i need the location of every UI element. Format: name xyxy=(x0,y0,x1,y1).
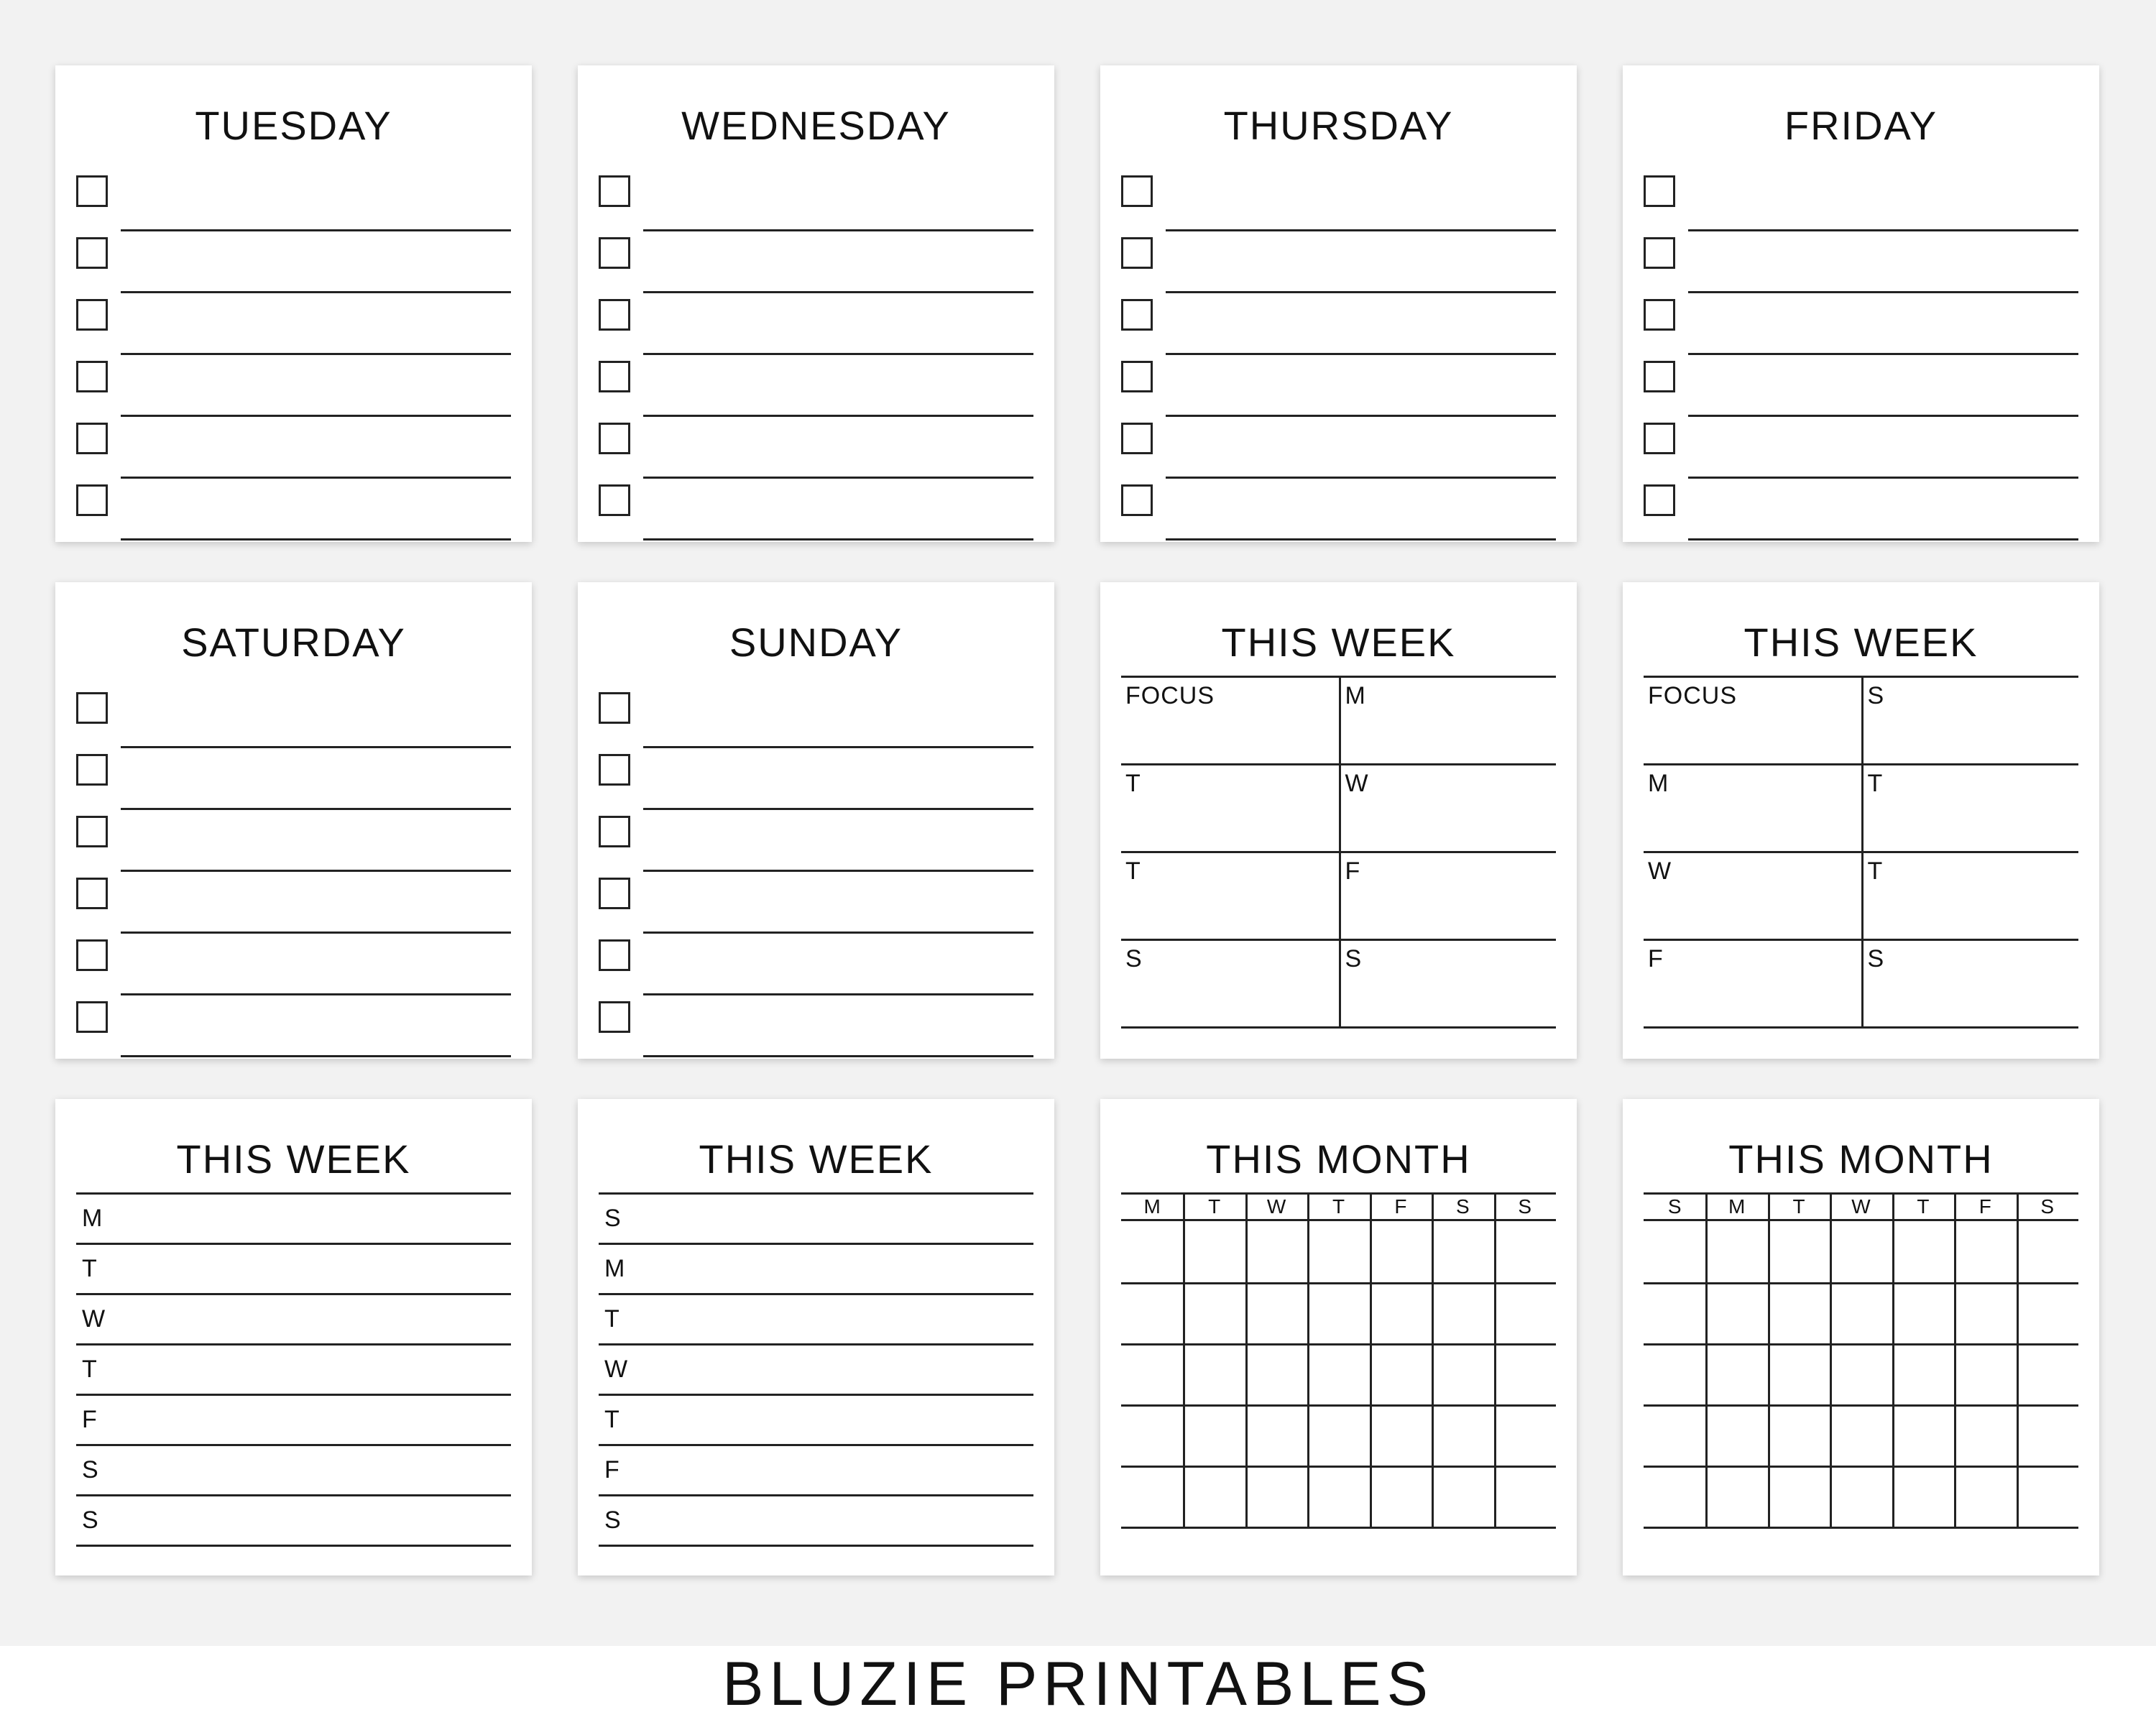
checkbox[interactable] xyxy=(76,175,108,207)
week-list-row[interactable] xyxy=(599,1245,1033,1295)
week-list-day-label: T xyxy=(82,1255,97,1282)
week-grid-cell[interactable] xyxy=(1339,678,1557,765)
week-list-day-label: S xyxy=(604,1506,621,1534)
card-title: WEDNESDAY xyxy=(681,103,951,148)
month-grid xyxy=(1644,1192,2078,1529)
checklist-item[interactable] xyxy=(1121,293,1556,355)
card-this-month-sunday xyxy=(1623,1099,2099,1576)
week-list-day-label: W xyxy=(604,1356,628,1383)
checklist-item[interactable] xyxy=(599,748,1033,810)
checkbox[interactable] xyxy=(599,175,630,207)
month-column-divider xyxy=(1494,1195,1496,1527)
checkbox[interactable] xyxy=(1644,361,1675,392)
checklist-item[interactable] xyxy=(76,479,511,540)
card-title: THIS WEEK xyxy=(176,1136,411,1182)
month-weekday-label: T xyxy=(1792,1195,1805,1218)
week-grid-cell-label: S xyxy=(1125,945,1143,972)
month-row-divider xyxy=(1121,1343,1556,1346)
week-grid-cell[interactable] xyxy=(1861,765,2079,853)
checklist-item[interactable] xyxy=(76,231,511,293)
checklist-item[interactable] xyxy=(1644,170,2078,231)
month-row-divider xyxy=(1644,1466,2078,1468)
checklist-item[interactable] xyxy=(1644,355,2078,417)
checkbox[interactable] xyxy=(76,878,108,909)
week-grid-cell-label: FOCUS xyxy=(1125,682,1215,709)
checkbox[interactable] xyxy=(1121,175,1153,207)
brand-name: BLUZIE PRINTABLES xyxy=(722,1650,1434,1719)
month-column-divider xyxy=(1183,1195,1185,1527)
checkbox[interactable] xyxy=(1644,299,1675,331)
month-row-divider xyxy=(1121,1282,1556,1284)
week-grid-cell-label: M xyxy=(1345,682,1366,709)
checkbox[interactable] xyxy=(599,237,630,269)
checkbox[interactable] xyxy=(1644,237,1675,269)
month-weekday-header xyxy=(1121,1195,1556,1221)
week-grid-cell-label: T xyxy=(1125,770,1141,797)
checklist-item[interactable] xyxy=(599,355,1033,417)
week-list-row[interactable] xyxy=(599,1346,1033,1396)
week-grid-cell[interactable] xyxy=(1121,941,1339,1029)
month-weekday-label: S xyxy=(1518,1195,1532,1218)
month-column-divider xyxy=(1705,1195,1708,1527)
week-grid-cell-label: F xyxy=(1345,857,1361,885)
writing-line[interactable] xyxy=(1688,538,2078,540)
week-list-row[interactable] xyxy=(76,1496,511,1547)
month-weekday-header xyxy=(1644,1195,2078,1221)
checklist-item[interactable] xyxy=(599,170,1033,231)
week-list-row[interactable] xyxy=(599,1396,1033,1446)
card-this-week-list-monday xyxy=(55,1099,532,1576)
week-grid-cell-label: W xyxy=(1648,857,1672,885)
week-grid-cell[interactable] xyxy=(1861,941,2079,1029)
week-grid-cell[interactable] xyxy=(1644,941,1861,1029)
month-column-divider xyxy=(1892,1195,1894,1527)
checkbox[interactable] xyxy=(76,939,108,971)
checkbox[interactable] xyxy=(599,1001,630,1033)
checkbox[interactable] xyxy=(76,754,108,786)
checkbox[interactable] xyxy=(599,299,630,331)
week-grid-cell-label: M xyxy=(1648,770,1669,797)
month-weekday-label: S xyxy=(2040,1195,2055,1218)
card-title: THIS MONTH xyxy=(1206,1136,1471,1182)
checklist-item[interactable] xyxy=(599,293,1033,355)
week-list-day-label: M xyxy=(82,1205,103,1232)
week-grid-cell-label: S xyxy=(1867,682,1885,709)
card-title: THURSDAY xyxy=(1223,103,1454,148)
card-title: THIS WEEK xyxy=(699,1136,934,1182)
card-this-week-grid-monday xyxy=(1100,582,1577,1059)
month-column-divider xyxy=(1307,1195,1309,1527)
checkbox[interactable] xyxy=(599,754,630,786)
card-title: TUESDAY xyxy=(195,103,392,148)
checklist-item[interactable] xyxy=(599,810,1033,872)
checkbox[interactable] xyxy=(76,484,108,516)
week-list-row[interactable] xyxy=(599,1195,1033,1245)
month-weekday-label: M xyxy=(1728,1195,1746,1218)
checklist-item[interactable] xyxy=(76,995,511,1057)
checkbox[interactable] xyxy=(76,237,108,269)
checklist-item[interactable] xyxy=(599,479,1033,540)
checklist-item[interactable] xyxy=(76,417,511,479)
writing-line[interactable] xyxy=(121,538,511,540)
checklist-item[interactable] xyxy=(1121,417,1556,479)
checkbox[interactable] xyxy=(76,299,108,331)
week-list-row[interactable] xyxy=(599,1446,1033,1496)
checklist-item[interactable] xyxy=(76,872,511,934)
checkbox[interactable] xyxy=(1121,361,1153,392)
card-this-month-monday xyxy=(1100,1099,1577,1576)
checkbox[interactable] xyxy=(599,361,630,392)
week-list-day-label: T xyxy=(82,1356,97,1383)
checklist-item[interactable] xyxy=(599,686,1033,748)
week-grid-cell[interactable] xyxy=(1339,941,1557,1029)
month-weekday-label: T xyxy=(1917,1195,1930,1218)
week-grid-cell-label: FOCUS xyxy=(1648,682,1737,709)
card-friday xyxy=(1623,65,2099,542)
checklist-item[interactable] xyxy=(1121,231,1556,293)
checkbox[interactable] xyxy=(1121,484,1153,516)
card-thursday xyxy=(1100,65,1577,542)
week-grid-cell[interactable] xyxy=(1644,678,1861,765)
week-grid-cell-label: T xyxy=(1867,770,1884,797)
checkbox[interactable] xyxy=(599,484,630,516)
week-grid-cell-label: F xyxy=(1648,945,1664,972)
card-this-week-list-sunday xyxy=(578,1099,1054,1576)
month-column-divider xyxy=(1245,1195,1248,1527)
week-list-day-label: T xyxy=(604,1406,619,1433)
checklist-item[interactable] xyxy=(76,686,511,748)
week-list xyxy=(599,1192,1033,1547)
card-tuesday xyxy=(55,65,532,542)
week-list-row[interactable] xyxy=(76,1245,511,1295)
week-grid-cell-label: W xyxy=(1345,770,1369,797)
checklist-item[interactable] xyxy=(76,170,511,231)
checklist-item[interactable] xyxy=(599,417,1033,479)
checklist-item[interactable] xyxy=(1121,355,1556,417)
week-list-day-label: W xyxy=(82,1305,106,1333)
month-column-divider xyxy=(1830,1195,1832,1527)
month-weekday-label: T xyxy=(1332,1195,1345,1218)
checkbox[interactable] xyxy=(76,692,108,724)
writing-line[interactable] xyxy=(121,1055,511,1057)
card-this-week-grid-sunday xyxy=(1623,582,2099,1059)
card-wednesday xyxy=(578,65,1054,542)
month-row-divider xyxy=(1121,1404,1556,1407)
checkbox[interactable] xyxy=(599,939,630,971)
writing-line[interactable] xyxy=(643,1055,1033,1057)
month-weekday-label: F xyxy=(1978,1195,1991,1218)
week-grid-cell[interactable] xyxy=(1644,853,1861,941)
week-list-day-label: T xyxy=(604,1305,619,1333)
week-list-day-label: S xyxy=(82,1506,98,1534)
week-list-day-label: F xyxy=(604,1456,619,1484)
week-grid xyxy=(1121,676,1556,1030)
month-row-divider xyxy=(1644,1404,2078,1407)
week-grid-cell-label: S xyxy=(1867,945,1885,972)
card-saturday xyxy=(55,582,532,1059)
week-grid-cell-label: T xyxy=(1867,857,1884,885)
checklist-item[interactable] xyxy=(1644,479,2078,540)
checkbox[interactable] xyxy=(76,1001,108,1033)
week-list-row[interactable] xyxy=(76,1396,511,1446)
footer-banner xyxy=(0,1646,2156,1725)
checklist-item[interactable] xyxy=(599,872,1033,934)
checkbox[interactable] xyxy=(599,816,630,847)
week-list-row[interactable] xyxy=(76,1295,511,1346)
week-grid-cell[interactable] xyxy=(1644,765,1861,853)
month-weekday-label: T xyxy=(1208,1195,1221,1218)
checkbox[interactable] xyxy=(1644,484,1675,516)
checklist-item[interactable] xyxy=(599,995,1033,1057)
week-list xyxy=(76,1192,511,1547)
month-column-divider xyxy=(1768,1195,1770,1527)
checklist-item[interactable] xyxy=(1121,170,1556,231)
checkbox[interactable] xyxy=(76,816,108,847)
card-title: FRIDAY xyxy=(1784,103,1938,148)
card-title: THIS WEEK xyxy=(1743,620,1978,665)
checkbox[interactable] xyxy=(1121,237,1153,269)
checklist-item[interactable] xyxy=(76,934,511,995)
month-row-divider xyxy=(1644,1282,2078,1284)
checkbox[interactable] xyxy=(76,423,108,454)
week-list-row[interactable] xyxy=(76,1195,511,1245)
month-weekday-label: W xyxy=(1851,1195,1871,1218)
week-list-day-label: S xyxy=(82,1456,98,1484)
week-grid-cell-label: S xyxy=(1345,945,1363,972)
card-sunday xyxy=(578,582,1054,1059)
card-title: THIS WEEK xyxy=(1221,620,1456,665)
week-list-day-label: F xyxy=(82,1406,97,1433)
month-row-divider xyxy=(1121,1466,1556,1468)
checklist-item[interactable] xyxy=(599,934,1033,995)
month-weekday-label: W xyxy=(1266,1195,1286,1218)
checklist-item[interactable] xyxy=(599,231,1033,293)
checklist-item[interactable] xyxy=(76,748,511,810)
week-grid-cell[interactable] xyxy=(1861,853,2079,941)
checkbox[interactable] xyxy=(599,878,630,909)
checkbox[interactable] xyxy=(76,361,108,392)
month-weekday-label: M xyxy=(1143,1195,1161,1218)
checklist-item[interactable] xyxy=(76,293,511,355)
week-grid-cell[interactable] xyxy=(1339,765,1557,853)
writing-line[interactable] xyxy=(643,538,1033,540)
week-grid-cell[interactable] xyxy=(1339,853,1557,941)
week-list-row[interactable] xyxy=(76,1446,511,1496)
month-column-divider xyxy=(1954,1195,1956,1527)
checklist-item[interactable] xyxy=(1121,479,1556,540)
checkbox[interactable] xyxy=(1644,423,1675,454)
week-list-row[interactable] xyxy=(76,1346,511,1396)
checkbox[interactable] xyxy=(1121,299,1153,331)
month-weekday-label: S xyxy=(1667,1195,1682,1218)
card-title: THIS MONTH xyxy=(1728,1136,1994,1182)
week-grid-cell[interactable] xyxy=(1121,765,1339,853)
month-row-divider xyxy=(1644,1343,2078,1346)
checkbox[interactable] xyxy=(599,423,630,454)
week-grid xyxy=(1644,676,2078,1030)
week-grid-cell-label: T xyxy=(1125,857,1141,885)
week-list-day-label: M xyxy=(604,1255,625,1282)
week-list-row[interactable] xyxy=(599,1496,1033,1547)
checklist-item[interactable] xyxy=(1644,417,2078,479)
month-column-divider xyxy=(1370,1195,1372,1527)
week-grid-cell[interactable] xyxy=(1121,853,1339,941)
month-weekday-label: S xyxy=(1456,1195,1470,1218)
month-grid xyxy=(1121,1192,1556,1529)
checklist-item[interactable] xyxy=(1644,231,2078,293)
card-title: SUNDAY xyxy=(729,620,903,665)
week-list-row[interactable] xyxy=(599,1295,1033,1346)
writing-line[interactable] xyxy=(1166,538,1556,540)
checkbox[interactable] xyxy=(599,692,630,724)
checklist-item[interactable] xyxy=(76,355,511,417)
month-weekday-label: F xyxy=(1394,1195,1407,1218)
checkbox[interactable] xyxy=(1644,175,1675,207)
week-grid-cell[interactable] xyxy=(1861,678,2079,765)
checklist-item[interactable] xyxy=(1644,293,2078,355)
month-column-divider xyxy=(2017,1195,2019,1527)
month-column-divider xyxy=(1432,1195,1434,1527)
week-grid-cell[interactable] xyxy=(1121,678,1339,765)
week-list-day-label: S xyxy=(604,1205,621,1232)
checkbox[interactable] xyxy=(1121,423,1153,454)
card-title: SATURDAY xyxy=(181,620,406,665)
checklist-item[interactable] xyxy=(76,810,511,872)
